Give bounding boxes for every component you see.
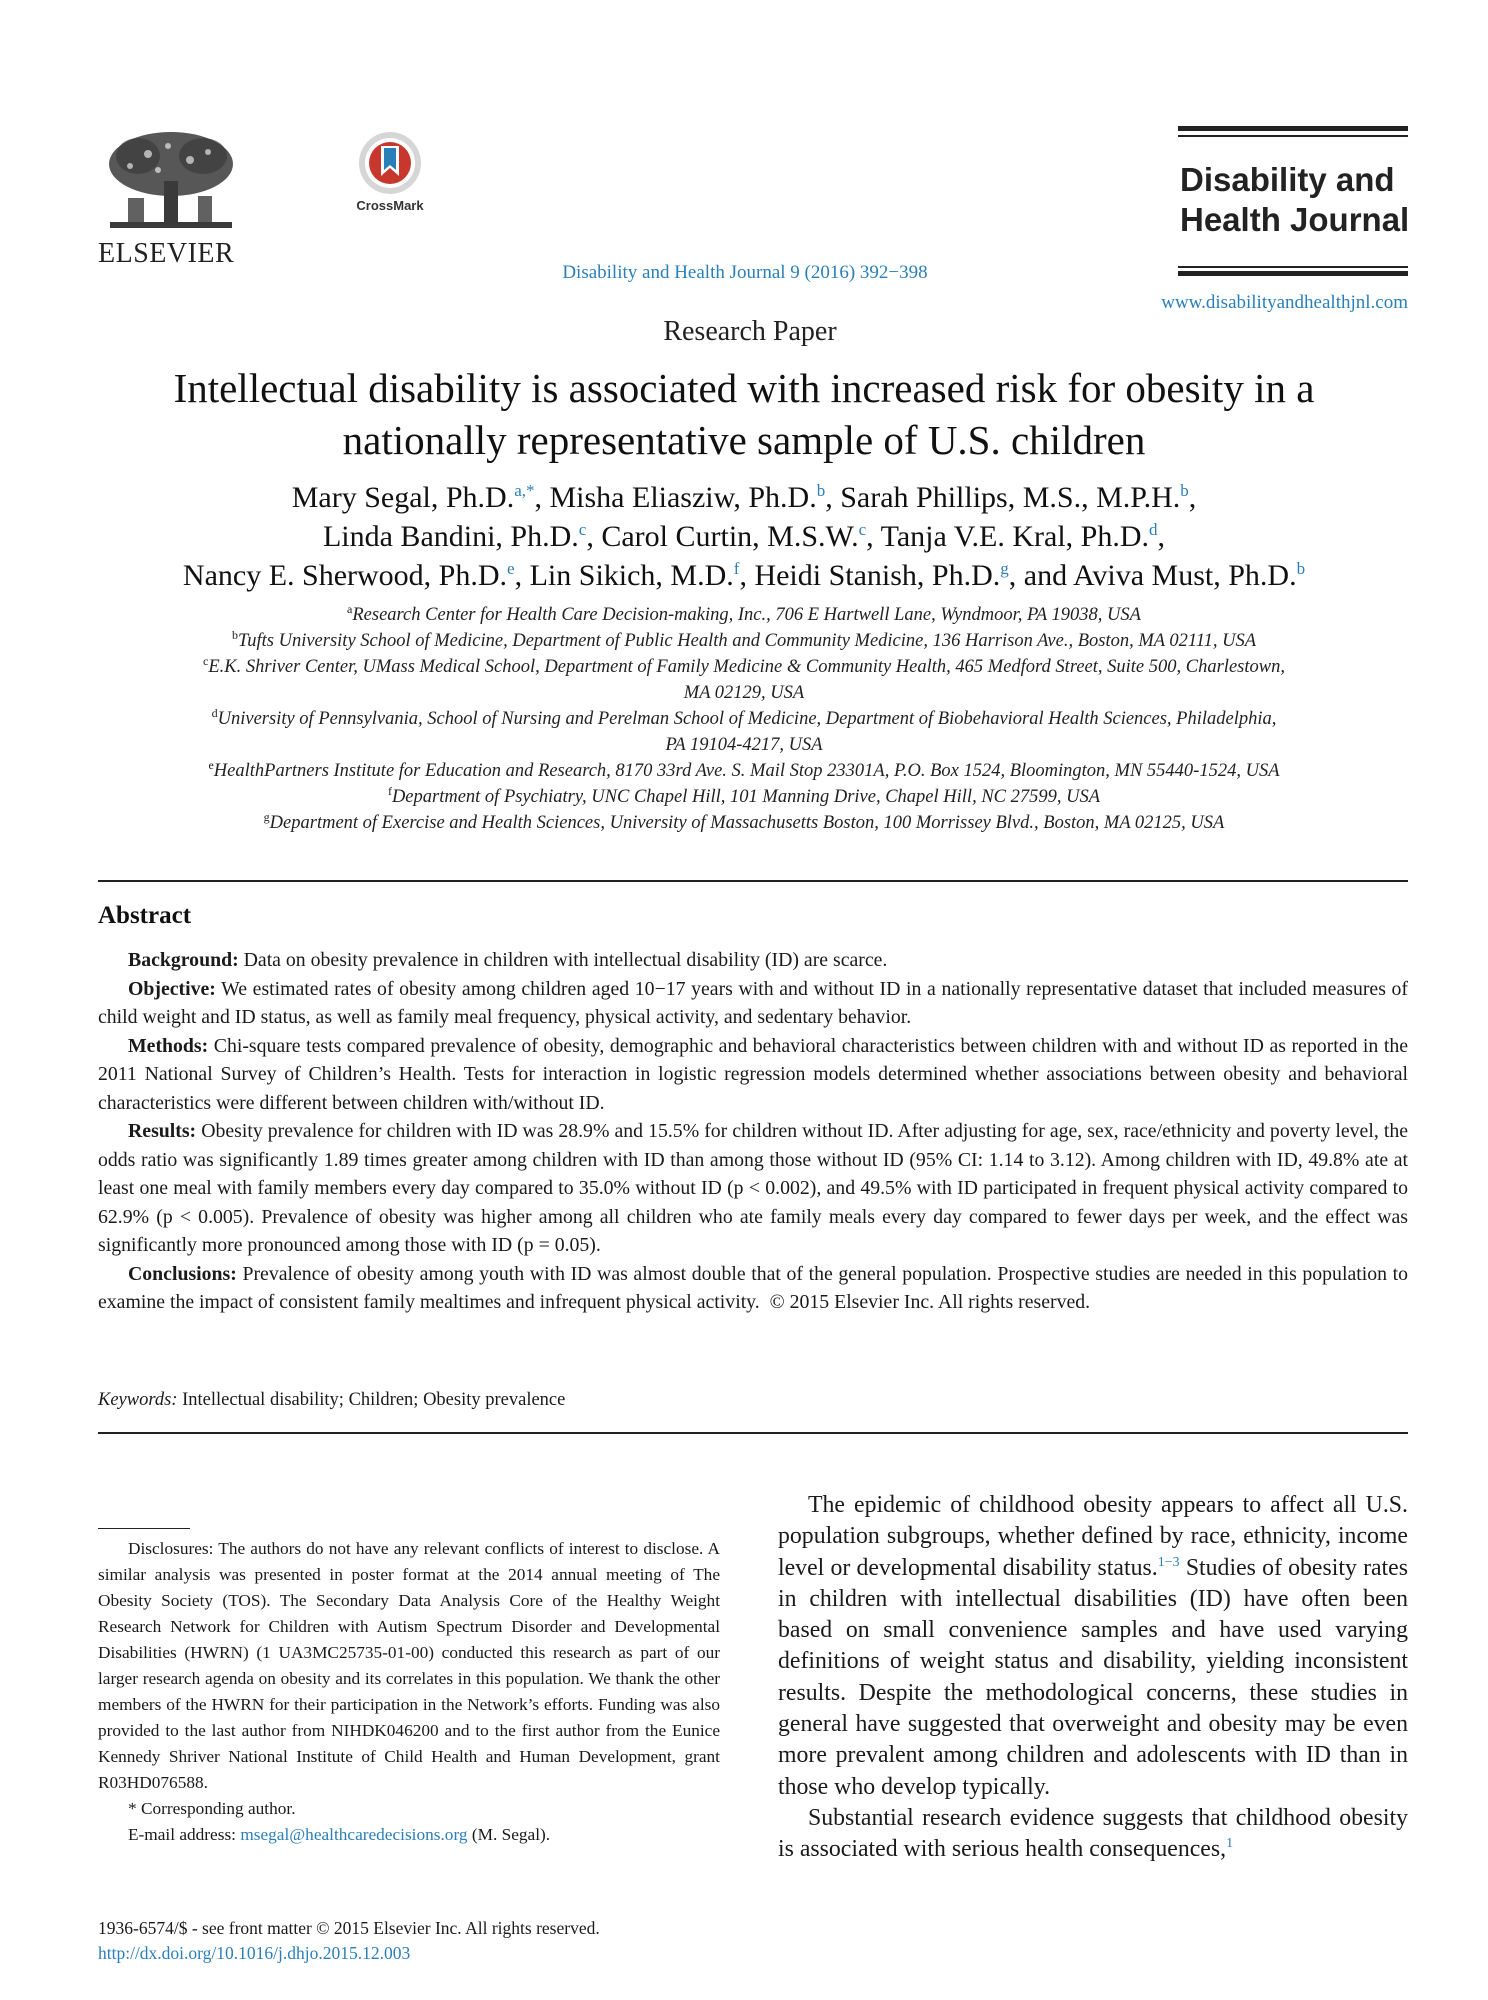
footnote-disclosures: Disclosures: The authors do not have any relevant conflicts of interest to disclose. A similar analysis was presented in poster format at the 2014 annual meeting of The Obesity Society (TOS). The Secondary Data Analysis Core of the Healthy Weight Research Network for Children with Autism Spectrum Disorder and Developmental Disabilities (HWRN) (1 UA3MC25735-01-00) conducted this research as part of our larger research agenda on obesity and its correlates in this population. We thank the other members of the HWRN for their participation in the Network’s efforts. Funding was also provided to the last author from NIHDK046200 and to the first author from the Eunice Kennedy Shriver National Institute of Child Health and Human Development, grant R03HD076588. [98, 1539, 720, 1792]
footnote-rule [98, 1528, 190, 1529]
abstract-results-label: Results: [128, 1120, 197, 1142]
affiliation-marker: e [208, 757, 214, 772]
publisher-name: ELSEVIER [98, 238, 235, 269]
abstract-methods [98, 1032, 1408, 1118]
crossmark-icon [357, 130, 423, 196]
author-separator: , [586, 520, 602, 553]
abstract-background-label: Background: [128, 949, 239, 971]
citation-ref[interactable]: 1 [1226, 1836, 1234, 1852]
affiliation-g [80, 810, 1408, 836]
issn-block [98, 1916, 720, 1966]
journal-citation: Disability and Health Journal 9 (2016) 392−398 [562, 262, 928, 283]
crossmark-label: CrossMark [356, 198, 424, 213]
affiliation-a [80, 602, 1408, 628]
affiliation-text: Tufts University School of Medicine, Department of Public Health and Community Medicine, 136 Harrison Ave., Boston, MA 02111, USA [237, 631, 1257, 651]
author-separator: , and [1008, 559, 1073, 592]
keywords [98, 1390, 1408, 1411]
abstract-methods-label: Methods: [128, 1034, 209, 1057]
doi-link[interactable]: http://dx.doi.org/10.1016/j.dhjo.2015.12.003 [98, 1943, 411, 1963]
affiliation-c [80, 654, 1408, 680]
author-line-3 [60, 556, 1428, 595]
author-name: Linda Bandini, Ph.D. [322, 520, 579, 553]
email-name: (M. Segal). [471, 1825, 551, 1844]
author-affil-ref[interactable]: g [1000, 559, 1009, 578]
journal-title-line2: Health Journal [1180, 201, 1410, 238]
author-name: Carol Curtin, M.S.W. [601, 520, 859, 553]
journal-rule-bottom [1178, 271, 1408, 276]
keywords-text: Intellectual disability; Children; Obesity prevalence [182, 1390, 566, 1410]
author-name: Lin Sikich, M.D. [529, 559, 734, 592]
crossmark-logo[interactable] [340, 130, 440, 220]
author-affil-ref[interactable]: c [858, 520, 867, 539]
author-affil-ref[interactable]: e [507, 559, 515, 578]
affiliation-text: Research Center for Health Care Decision-making, Inc., 706 E Hartwell Lane, Wyndmoor, PA 19038, USA [352, 605, 1141, 625]
abstract-objective [98, 975, 1408, 1032]
affiliation-text: Department of Exercise and Health Sciences, University of Massachusetts Boston, 100 Morrissey Blvd., Boston, MA 02125, USA [269, 813, 1225, 833]
journal-rule-top [1178, 126, 1408, 131]
affiliation-text: E.K. Shriver Center, UMass Medical School, Department of Family Medicine & Community Health, 465 Medford Street, Suite 500, Charlestown, [208, 657, 1285, 677]
journal-rule-bottom-thin [1178, 266, 1408, 268]
author-affil-ref[interactable]: b [1180, 481, 1189, 500]
body-paragraph-2 [778, 1803, 1408, 1866]
affiliation-marker: b [231, 627, 238, 642]
author-affil-ref[interactable]: b [1296, 559, 1306, 578]
body-paragraph-1-text: The epidemic of childhood obesity appears to affect all U.S. population subgroups, whether defined by race, ethnicity, income level or developmental disability status. [778, 1492, 1408, 1581]
abstract-rule-top [98, 880, 1408, 882]
affiliation-list [80, 602, 1408, 836]
issn-line: 1936-6574/$ - see front matter © 2015 Elsevier Inc. All rights reserved. [98, 1918, 600, 1938]
author-affil-ref[interactable]: a,* [514, 481, 535, 500]
elsevier-tree-icon [98, 126, 244, 236]
author-separator: , [1157, 520, 1166, 553]
affiliation-d-cont: PA 19104-4217, USA [665, 735, 823, 755]
footnotes [98, 1536, 720, 1848]
author-affil-ref[interactable]: d [1149, 520, 1158, 539]
affiliation-e [80, 758, 1408, 784]
journal-title [1180, 160, 1410, 240]
affiliation-text: Department of Psychiatry, UNC Chapel Hill, 101 Manning Drive, Chapel Hill, NC 27599, USA [391, 787, 1101, 807]
affiliation-marker: g [263, 809, 270, 824]
author-separator: , [1188, 481, 1197, 514]
journal-title-line1: Disability and [1180, 161, 1395, 198]
article-title-line1: Intellectual disability is associated with increased risk for obesity in a [173, 365, 1315, 411]
email-link[interactable]: msegal@healthcaredecisions.org [240, 1825, 468, 1844]
body-paragraph-1-cont: Studies of obesity rates in children with intellectual disabilities (ID) have often been based on small convenience samples and have used varying definitions of weight status and disability, yielding inconsistent results. Despite the methodological concerns, these studies in general have suggested that overweight and obesity may be even more prevalent among children and adolescents with ID than in those who develop typically. [778, 1554, 1408, 1800]
abstract-results-text: Obesity prevalence for children with ID was 28.9% and 15.5% for children without ID. After adjusting for age, sex, race/ethnicity and poverty level, the odds ratio was significantly 1.89 times greater among children with ID than among those without ID (95% CI: 1.14 to 3.12). Among children with ID, 49.8% ate at least one meal with family members every day compared to 35.0% without ID (p < 0.002), and 49.5% with ID participated in frequent physical activity compared to 62.9% (p < 0.005). Prevalence of obesity was higher among all children who ate family meals every day compared to fewer days per week, and the effect was significantly more pronounced among those with ID (p = 0.05). [98, 1120, 1408, 1256]
abstract-background [98, 946, 1408, 975]
keywords-label: Keywords: [98, 1390, 178, 1410]
author-name: Misha Eliasziw, Ph.D. [549, 481, 817, 514]
footnote-email [98, 1822, 720, 1848]
article-title-line2: nationally representative sample of U.S. children [342, 417, 1146, 463]
body-paragraph-1 [778, 1490, 1408, 1803]
author-name: Sarah Phillips, M.S., M.P.H. [840, 481, 1181, 514]
journal-url[interactable]: www.disabilityandhealthjnl.com [1161, 292, 1408, 313]
abstract-objective-label: Objective: [128, 977, 216, 1000]
affiliation-marker: f [387, 783, 392, 798]
abstract-conclusions-text: Prevalence of obesity among youth with ID was almost double that of the general population. Prospective studies are needed in this population to examine the impact of consistent family mealtimes and infrequent physical activity. [98, 1262, 1408, 1313]
author-affil-ref[interactable]: f [733, 559, 740, 578]
author-name: Tanja V.E. Kral, Ph.D. [880, 520, 1150, 553]
affiliation-text: University of Pennsylvania, School of Nursing and Perelman School of Medicine, Department of Biobehavioral Health Sciences, Philadelphia, [217, 709, 1277, 729]
abstract-copyright: © 2015 Elsevier Inc. All rights reserved. [769, 1291, 1091, 1313]
abstract-conclusions-label: Conclusions: [128, 1262, 237, 1285]
affiliation-d [80, 706, 1408, 732]
author-list [60, 478, 1428, 595]
affiliation-b [80, 628, 1408, 654]
author-name: Mary Segal, Ph.D. [291, 481, 515, 514]
abstract-objective-text: We estimated rates of obesity among children aged 10−17 years with and without ID in a nationally representative dataset that included measures of child weight and ID status, as well as family meal frequency, physical activity, and sedentary behavior. [98, 977, 1408, 1028]
elsevier-logo [98, 126, 244, 269]
author-name: Aviva Must, Ph.D. [1072, 559, 1297, 592]
affiliation-marker: a [347, 601, 353, 616]
affiliation-text: HealthPartners Institute for Education and Research, 8170 33rd Ave. S. Mail Stop 23301A, P.O. Box 1524, Bloomington, MN 55440-1524, USA [213, 761, 1280, 781]
abstract-heading: Abstract [98, 902, 192, 929]
body-column [778, 1490, 1408, 1866]
author-separator: , [866, 520, 881, 553]
author-line-1 [60, 478, 1428, 517]
journal-rule-top-thin [1178, 135, 1408, 137]
author-affil-ref[interactable]: b [816, 481, 826, 500]
abstract-results [98, 1117, 1408, 1260]
email-label: E-mail address: [128, 1825, 236, 1844]
abstract-background-text: Data on obesity prevalence in children with intellectual disability (ID) are scarce. [243, 949, 888, 971]
citation-ref[interactable]: 1−3 [1157, 1554, 1180, 1570]
affiliation-marker: c [203, 653, 209, 668]
author-separator: , [534, 481, 550, 514]
footnote-corresponding: * Corresponding author. [128, 1799, 296, 1818]
section-type: Research Paper [663, 316, 837, 347]
affiliation-c-cont: MA 02129, USA [683, 683, 805, 703]
affiliation-marker: d [211, 705, 218, 720]
article-title [60, 362, 1428, 466]
author-separator: , [514, 559, 530, 592]
author-line-2 [60, 517, 1428, 556]
abstract-methods-text: Chi-square tests compared prevalence of obesity, demographic and behavioral characteristics between children with and without ID as reported in the 2011 National Survey of Children’s Health. Tests for interaction in logistic regression models determined whether associations between obesity and behavioral characteristics were different between children with/without ID. [98, 1034, 1408, 1114]
author-affil-ref[interactable]: c [578, 520, 587, 539]
author-separator: , [825, 481, 841, 514]
body-paragraph-2-text: Substantial research evidence suggests that childhood obesity is associated with serious health consequences, [778, 1804, 1408, 1863]
abstract-conclusions [98, 1260, 1408, 1317]
abstract-rule-bottom [98, 1432, 1408, 1434]
author-name: Heidi Stanish, Ph.D. [754, 559, 1001, 592]
affiliation-f [80, 784, 1408, 810]
author-name: Nancy E. Sherwood, Ph.D. [182, 559, 508, 592]
abstract-body [98, 946, 1408, 1317]
author-separator: , [739, 559, 755, 592]
